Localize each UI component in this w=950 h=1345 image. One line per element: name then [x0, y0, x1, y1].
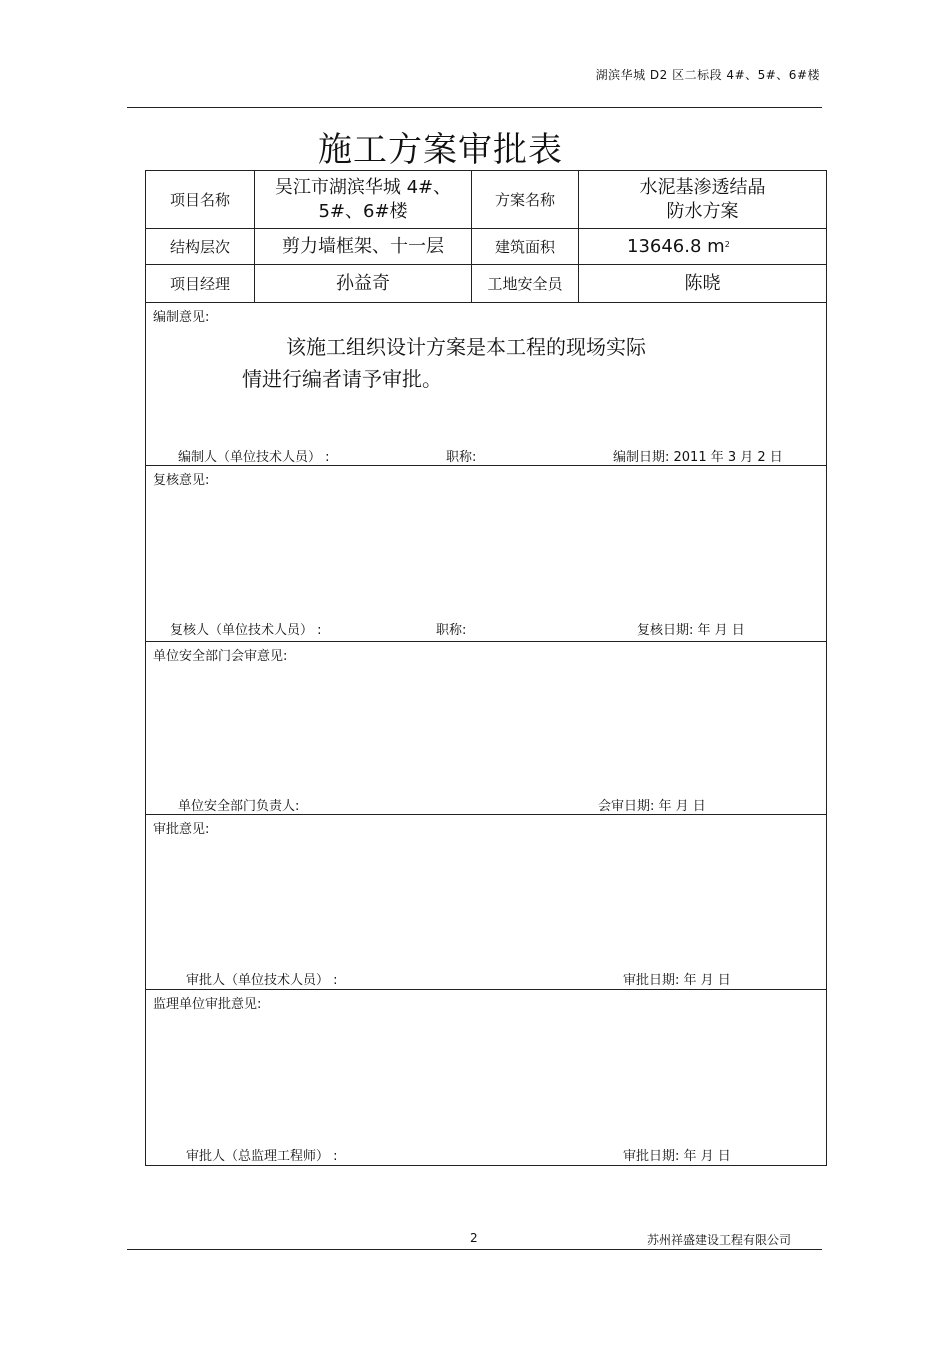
compile-label: 编制意见: — [153, 310, 210, 325]
supervision-section — [146, 990, 827, 1166]
project-name-value — [255, 171, 472, 229]
safety-dept-section — [146, 642, 827, 815]
manager-label: 项目经理 — [146, 265, 255, 303]
page-title: 施工方案审批表 — [318, 130, 563, 170]
project-name-label: 项目名称 — [146, 171, 255, 229]
compile-section — [146, 303, 827, 466]
compile-date: 编制日期: 2011 年 3 月 2 日 — [613, 450, 783, 465]
project-name-line2: 5#、6#楼 — [318, 200, 408, 222]
manager-value: 孙益奇 — [255, 265, 472, 303]
structure-value: 剪力墙框架、十一层 — [255, 229, 472, 265]
project-name-line1: 吴江市湖滨华城 4#、 — [274, 176, 452, 198]
safety-dept-label: 单位安全部门会审意见: — [153, 649, 288, 664]
safety-dept-date: 会审日期: 年 月 日 — [598, 799, 706, 814]
safety-officer-value: 陈晓 — [579, 265, 827, 303]
supervision-signer: 审批人（总监理工程师） : — [186, 1149, 338, 1164]
review-position: 职称: — [436, 623, 467, 638]
review-date: 复核日期: 年 月 日 — [637, 623, 745, 638]
approval-form — [145, 170, 827, 1166]
company-name: 苏州祥盛建设工程有限公司 — [647, 1233, 792, 1247]
compile-opinion-line1: 该施工组织设计方案是本工程的现场实际 — [286, 335, 646, 359]
compile-opinion-line2: 情进行编者请予审批。 — [242, 367, 442, 391]
structure-label: 结构层次 — [146, 229, 255, 265]
scheme-name-line1: 水泥基渗透结晶 — [639, 176, 766, 198]
review-section — [146, 466, 827, 642]
area-value — [579, 229, 827, 265]
approval-date: 审批日期: 年 月 日 — [623, 973, 731, 988]
area-superscript: 2 — [724, 239, 730, 249]
safety-dept-signer: 单位安全部门负责人: — [178, 799, 300, 814]
footer-rule — [127, 1249, 822, 1250]
header-rule — [127, 107, 822, 108]
page-number: 2 — [470, 1231, 478, 1245]
compile-signer: 编制人（单位技术人员） : — [178, 450, 330, 465]
review-label: 复核意见: — [153, 473, 210, 488]
compile-opinion — [242, 331, 646, 395]
review-signer: 复核人（单位技术人员） : — [170, 623, 322, 638]
approval-label: 审批意见: — [153, 822, 210, 837]
running-header: 湖滨华城 D2 区二标段 4#、5#、6#楼 — [595, 68, 820, 82]
supervision-label: 监理单位审批意见: — [153, 997, 262, 1012]
scheme-name-line2: 防水方案 — [666, 200, 739, 222]
compile-position: 职称: — [446, 450, 477, 465]
scheme-name-value — [579, 171, 827, 229]
approval-section — [146, 815, 827, 990]
supervision-date: 审批日期: 年 月 日 — [623, 1149, 731, 1164]
area-number: 13646.8 m — [627, 235, 725, 257]
area-label: 建筑面积 — [472, 229, 579, 265]
scheme-name-label: 方案名称 — [472, 171, 579, 229]
safety-officer-label: 工地安全员 — [472, 265, 579, 303]
approval-signer: 审批人（单位技术人员） : — [186, 973, 338, 988]
